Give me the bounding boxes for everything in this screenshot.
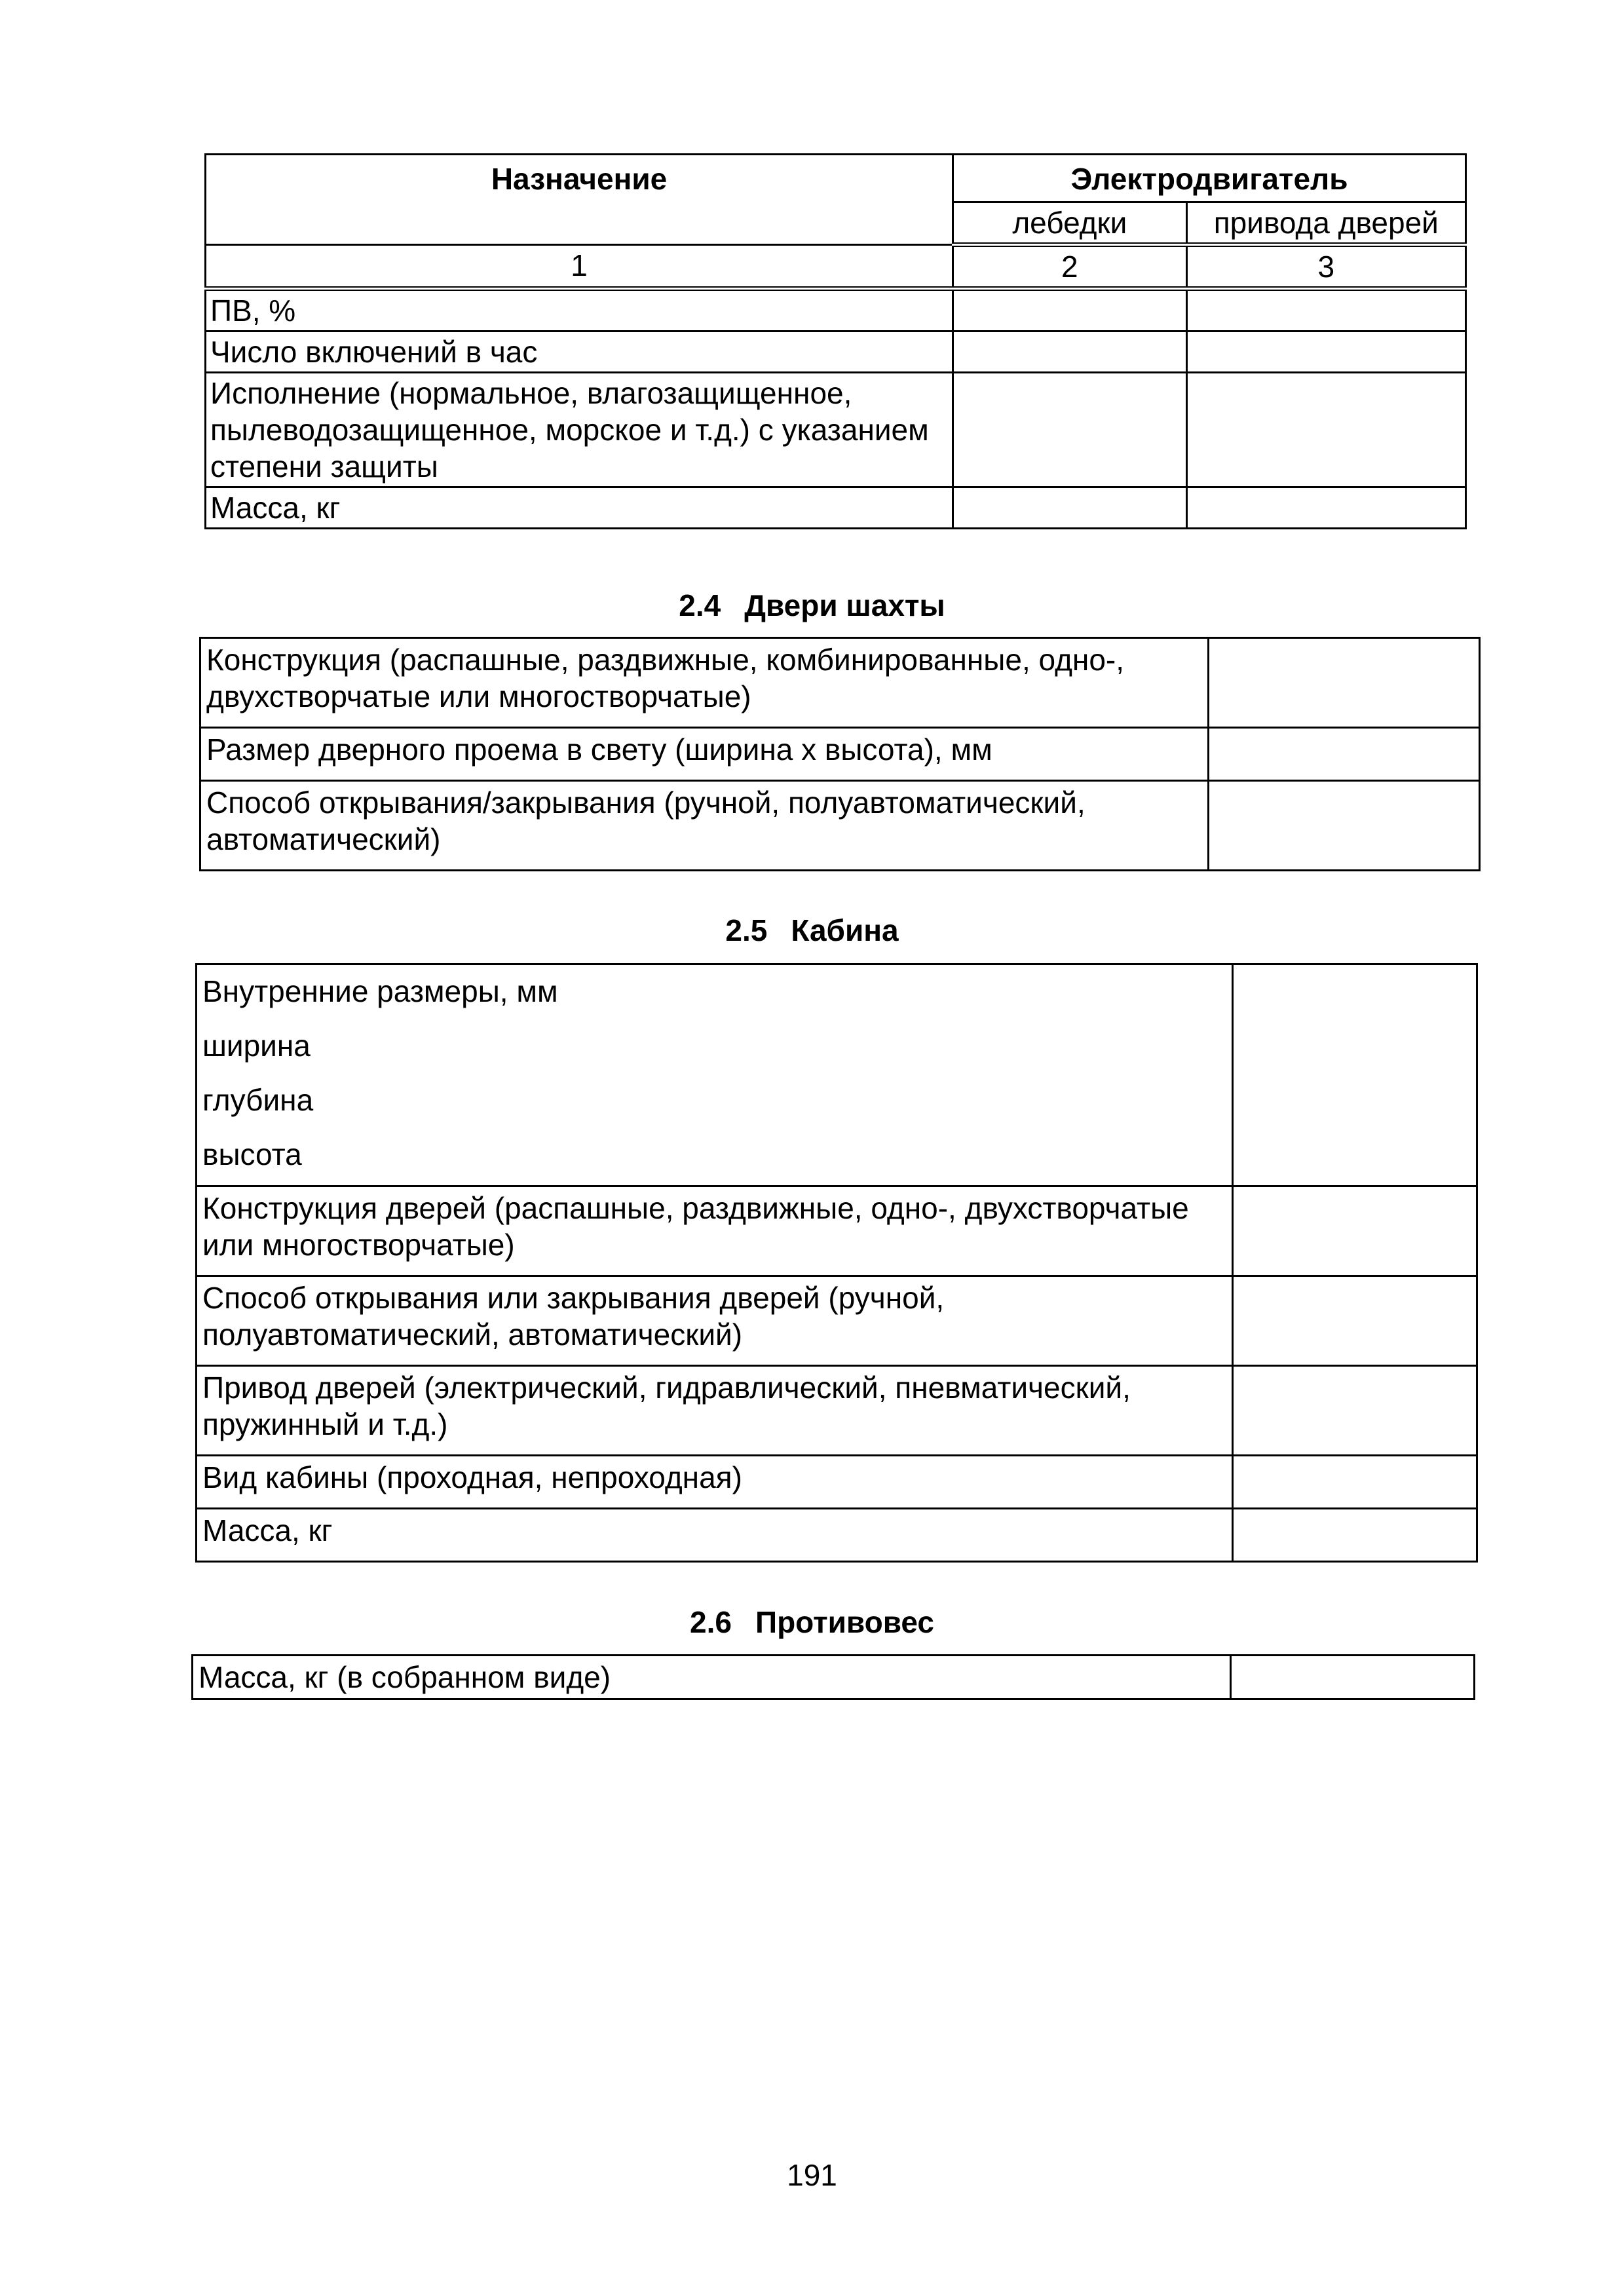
value-cell[interactable] (1232, 964, 1477, 1186)
header-winch: лебедки (953, 202, 1187, 245)
dimensions-cell (197, 964, 1233, 1186)
table-row (200, 728, 1480, 781)
value-cell[interactable] (1186, 289, 1465, 332)
page-number: 191 (787, 2158, 837, 2192)
table-row (206, 289, 1466, 332)
table-row (200, 781, 1480, 871)
column-number-2: 2 (953, 245, 1187, 289)
motor-table (204, 153, 1467, 529)
counterweight-table (191, 1654, 1475, 1700)
table-row (197, 1186, 1477, 1276)
row-label: Привод дверей (электрический, гидравлический, пневматический, пружинный и т.д.) (197, 1366, 1233, 1456)
row-label: Исполнение (нормальное, влагозащищенное, пылеводозащищенное, морское и т.д.) с указанием степени защиты (206, 373, 953, 487)
section-title-doors (0, 587, 1624, 624)
row-label: Конструкция дверей (распашные, раздвижные, одно-, двухстворчатые или многостворчатые) (197, 1186, 1233, 1276)
value-cell[interactable] (1186, 487, 1465, 529)
table-row (206, 487, 1466, 529)
value-cell[interactable] (1232, 1186, 1477, 1276)
row-label: Конструкция (распашные, раздвижные, комбинированные, одно-, двухстворчатые или многостворчатые) (200, 638, 1209, 728)
cabin-table (195, 963, 1478, 1563)
table-row (197, 1366, 1477, 1456)
table-row (197, 1276, 1477, 1366)
value-cell[interactable] (1232, 1456, 1477, 1509)
table-row (197, 1509, 1477, 1562)
section-heading: Кабина (791, 913, 899, 947)
row-label: Способ открывания/закрывания (ручной, полуавтоматический, автоматический) (200, 781, 1209, 871)
dimensions-label: Внутренние размеры, мм (202, 974, 558, 1008)
doors-table (199, 637, 1481, 871)
column-number-1: 1 (206, 245, 953, 289)
row-label: Вид кабины (проходная, непроходная) (197, 1456, 1233, 1509)
dimension-width: ширина (202, 1029, 311, 1063)
table-row (193, 1656, 1475, 1699)
value-cell[interactable] (1232, 1276, 1477, 1366)
table-row (206, 332, 1466, 373)
table-row (206, 373, 1466, 487)
table-row (197, 964, 1477, 1186)
section-heading: Двери шахты (744, 588, 945, 622)
value-cell[interactable] (1208, 638, 1479, 728)
value-cell[interactable] (1208, 781, 1479, 871)
section-heading: Противовес (755, 1605, 934, 1639)
value-cell[interactable] (953, 289, 1187, 332)
section-number: 2.4 (679, 588, 721, 622)
section-number: 2.5 (725, 913, 768, 947)
row-label: ПВ, % (206, 289, 953, 332)
row-label: Размер дверного проема в свету (ширина х высота), мм (200, 728, 1209, 781)
value-cell[interactable] (1186, 332, 1465, 373)
value-cell[interactable] (1230, 1656, 1474, 1699)
dimension-depth: глубина (202, 1083, 314, 1117)
section-title-counterweight (0, 1604, 1624, 1640)
value-cell[interactable] (1232, 1366, 1477, 1456)
value-cell[interactable] (953, 373, 1187, 487)
value-cell[interactable] (1232, 1509, 1477, 1562)
row-label: Число включений в час (206, 332, 953, 373)
header-purpose: Назначение (206, 155, 953, 245)
header-motor: Электродвигатель (953, 155, 1466, 202)
row-label: Масса, кг (в собранном виде) (193, 1656, 1231, 1699)
value-cell[interactable] (1208, 728, 1479, 781)
table-row (197, 1456, 1477, 1509)
section-title-cabin (0, 912, 1624, 949)
value-cell[interactable] (953, 487, 1187, 529)
row-label: Масса, кг (197, 1509, 1233, 1562)
row-label: Способ открывания или закрывания дверей (ручной, полуавтоматический, автоматический) (197, 1276, 1233, 1366)
value-cell[interactable] (953, 332, 1187, 373)
table-row (200, 638, 1480, 728)
dimension-height: высота (202, 1137, 302, 1171)
row-label: Масса, кг (206, 487, 953, 529)
value-cell[interactable] (1186, 373, 1465, 487)
section-number: 2.6 (690, 1605, 732, 1639)
column-number-3: 3 (1186, 245, 1465, 289)
header-door-drive: привода дверей (1186, 202, 1465, 245)
